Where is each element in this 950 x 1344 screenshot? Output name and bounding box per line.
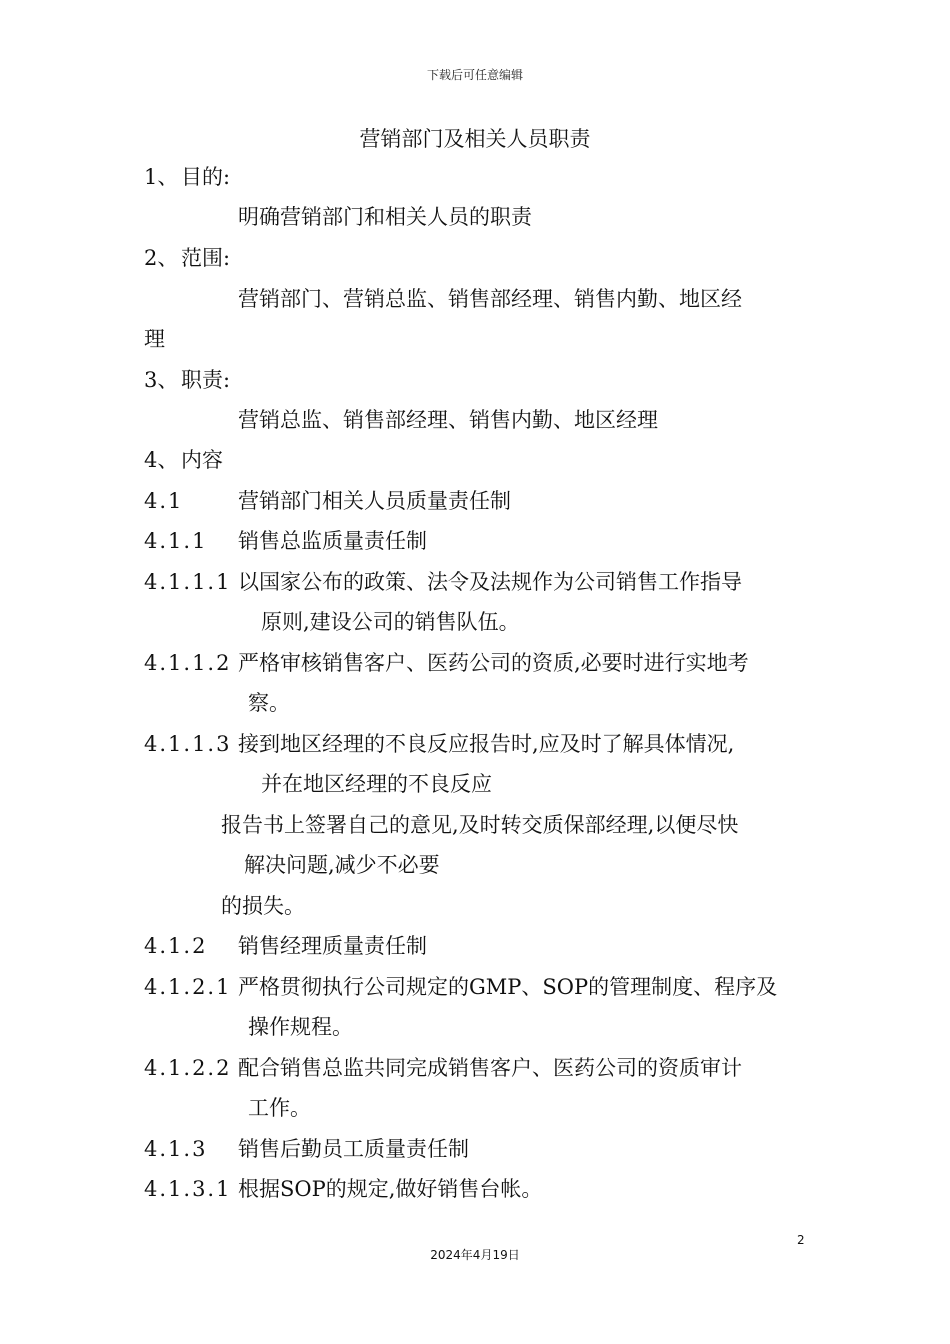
item-number: 4.1.1.2	[144, 651, 232, 675]
item-text: 配合销售总监共同完成销售客户、医药公司的资质审计	[238, 1056, 742, 1080]
item-text: 营销部门相关人员质量责任制	[238, 489, 511, 513]
item-text: 根据SOP的规定,做好销售台帐。	[238, 1177, 543, 1201]
item-text: 以国家公布的政策、法令及法规作为公司销售工作指导	[238, 570, 742, 594]
section-2-number: 2、	[144, 246, 179, 270]
footer-date: 2024年4月19日	[430, 1248, 520, 1262]
section-3-number: 3、	[144, 368, 179, 392]
section-3-label: 职责:	[181, 368, 231, 392]
section-1-number: 1、	[144, 165, 179, 189]
item-number: 4.1.2	[144, 934, 208, 958]
item-text: 接到地区经理的不良反应报告时,应及时了解具体情况,	[238, 732, 735, 756]
section-1-body: 明确营销部门和相关人员的职责	[238, 205, 532, 229]
item-text-continued: 察。	[248, 691, 290, 715]
section-3-body: 营销总监、销售部经理、销售内勤、地区经理	[238, 408, 658, 432]
item-text: 严格贯彻执行公司规定的GMP、SOP的管理制度、程序及	[238, 975, 778, 999]
page-header: 下载后可任意编辑	[426, 68, 523, 82]
section-2-label: 范围:	[181, 246, 231, 270]
item-text-continued: 解决问题,减少不必要	[244, 853, 440, 877]
item-number: 4.1.2.1	[144, 975, 232, 999]
section-2-body-line2: 理	[144, 327, 165, 351]
item-number: 4.1.2.2	[144, 1056, 232, 1080]
item-number: 4.1.1.3	[144, 732, 232, 756]
item-text-continued: 操作规程。	[248, 1015, 353, 1039]
item-text: 严格审核销售客户、医药公司的资质,必要时进行实地考	[238, 651, 749, 675]
item-text-continued: 报告书上签署自己的意见,及时转交质保部经理,以便尽快	[221, 813, 739, 837]
item-number: 4.1.1.1	[144, 570, 232, 594]
document-title: 营销部门及相关人员职责	[359, 127, 591, 151]
item-text-continued: 的损失。	[221, 894, 305, 918]
item-number: 4.1.3	[144, 1137, 208, 1161]
section-1-label: 目的:	[181, 165, 231, 189]
section-4-number: 4、	[144, 448, 179, 472]
item-text: 销售经理质量责任制	[238, 934, 427, 958]
section-2-body-line1: 营销部门、营销总监、销售部经理、销售内勤、地区经	[238, 287, 742, 311]
item-text: 销售总监质量责任制	[238, 529, 427, 553]
page-number: 2	[797, 1233, 805, 1247]
section-4-label: 内容	[181, 448, 223, 472]
item-text: 销售后勤员工质量责任制	[238, 1137, 469, 1161]
item-number: 4.1	[144, 489, 184, 513]
item-text-continued: 并在地区经理的不良反应	[261, 772, 492, 796]
item-number: 4.1.3.1	[144, 1177, 232, 1201]
item-number: 4.1.1	[144, 529, 208, 553]
item-text-continued: 原则,建设公司的销售队伍。	[261, 610, 520, 634]
item-text-continued: 工作。	[248, 1096, 311, 1120]
